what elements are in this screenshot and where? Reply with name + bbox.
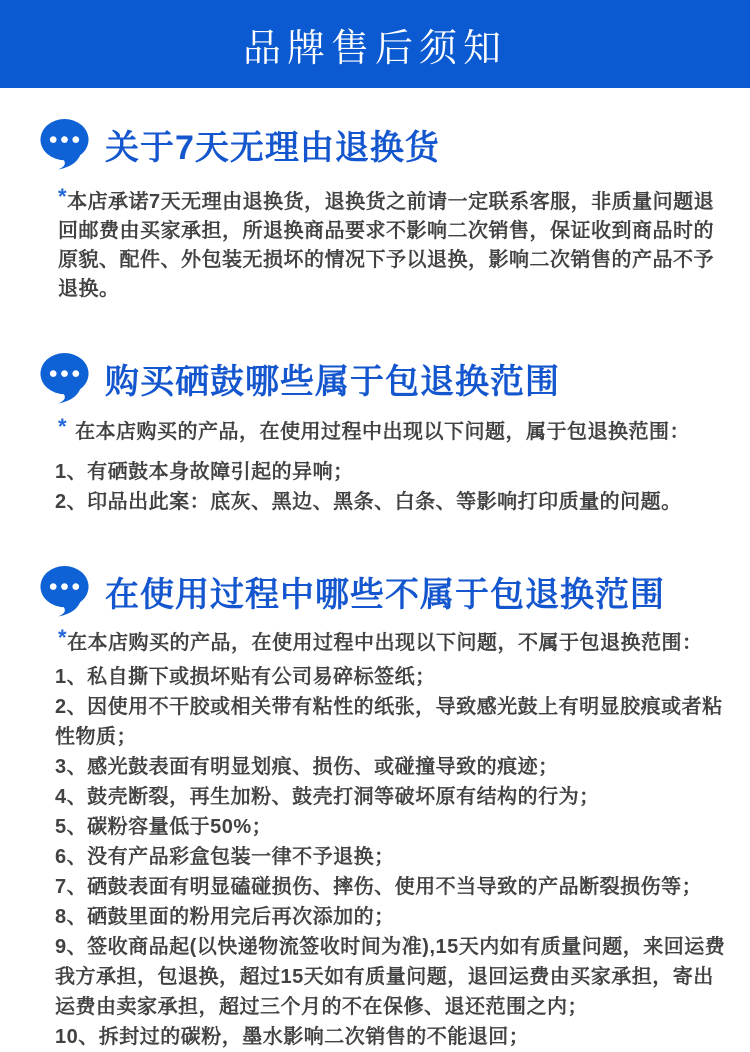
intro-text: 在本店购买的产品，在使用过程中出现以下问题，属于包退换范围： <box>75 421 691 443</box>
intro-text: 本店承诺7天无理由退换货，退换货之前请一定联系客服，非质量问题退回邮费由买家承担，所退换商品要求不影响二次销售，保证收到商品时的原貌、配件、外包装无损坏的情况下予以退换，影响二次销售的产品不予退换。 <box>58 191 715 300</box>
policy-item: 8、硒鼓里面的粉用完后再次添加的； <box>55 906 395 928</box>
policy-item: 3、感光鼓表面有明显划痕、损伤、或碰撞导致的痕迹； <box>55 756 559 778</box>
policy-item: 5、碳粉容量低于50%； <box>55 816 273 838</box>
intro-note <box>58 186 724 304</box>
page-title: 品牌售后须知 <box>242 27 507 70</box>
section-header <box>0 118 750 170</box>
asterisk-marker: * <box>58 184 68 209</box>
chat-bubble-icon <box>40 119 89 170</box>
policy-item: 2、因使用不干胶或相关带有粘性的纸张，导致感光鼓上有明显胶痕或者粘性物质； <box>55 696 723 748</box>
policy-item: 1、有硒鼓本身故障引起的异响； <box>55 461 354 483</box>
section-not-covered-scope <box>0 565 750 1052</box>
policy-item: 2、印品出此案：底灰、黑边、黑条、白条、等影响打印质量的问题。 <box>55 491 682 513</box>
chat-bubble-icon <box>40 353 89 404</box>
section-header <box>0 565 750 617</box>
asterisk-marker: * <box>58 625 68 650</box>
policy-item: 6、没有产品彩盒包装一律不予退换； <box>55 846 395 868</box>
policy-item: 1、私自撕下或损坏贴有公司易碎标签纸； <box>55 666 436 688</box>
policy-item: 10、拆封过的碳粉，墨水影响二次销售的不能退回； <box>55 1026 530 1048</box>
asterisk-marker: * <box>58 414 68 439</box>
intro-note <box>58 627 724 658</box>
section-covered-scope <box>0 352 750 517</box>
section-header <box>0 352 750 404</box>
chat-bubble-icon <box>40 566 89 617</box>
policy-item: 9、签收商品起(以快递物流签收时间为准),15天内如有质量问题，来回运费我方承担，包退换，超过15天如有质量问题，退回运费由买家承担，寄出运费由卖家承担，超过三个月的不在保修、退还范围之内； <box>55 936 726 1018</box>
section-seven-day-returns <box>0 118 750 304</box>
policy-item: 4、鼓壳断裂，再生加粉、鼓壳打洞等破坏原有结构的行为； <box>55 786 600 808</box>
section-title: 购买硒鼓哪些属于包退换范围 <box>105 362 560 401</box>
intro-text: 在本店购买的产品，在使用过程中出现以下问题，不属于包退换范围： <box>67 632 703 654</box>
section-title: 在使用过程中哪些不属于包退换范围 <box>105 575 665 614</box>
policy-list <box>55 457 732 517</box>
section-title: 关于7天无理由退换货 <box>105 128 440 167</box>
policy-list <box>55 662 732 1052</box>
policy-item: 7、硒鼓表面有明显磕碰损伤、摔伤、使用不当导致的产品断裂损伤等； <box>55 876 703 898</box>
banner <box>0 0 750 88</box>
intro-note <box>58 416 724 447</box>
